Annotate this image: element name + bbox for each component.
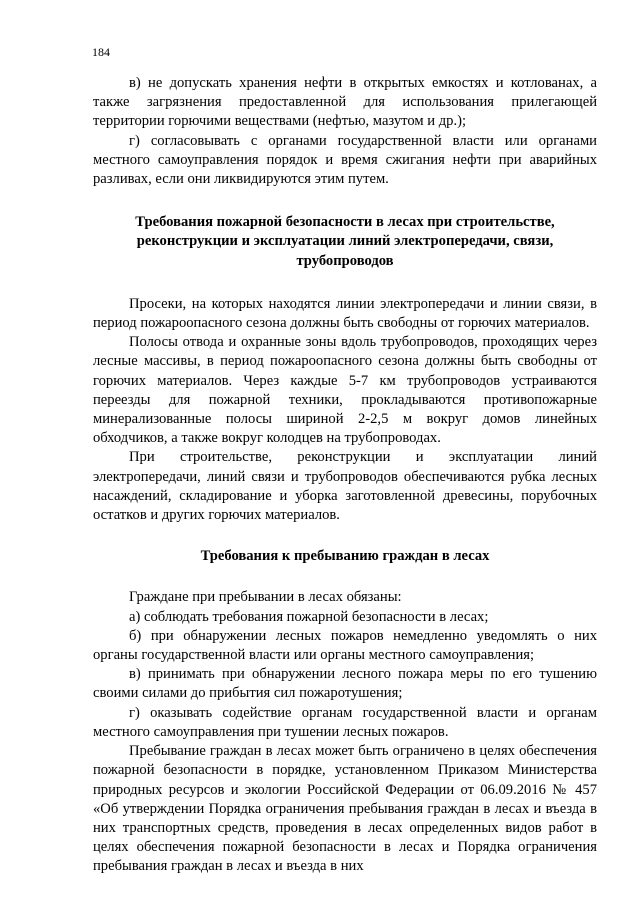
paragraph-g-oil-burning: г) согласовывать с органами государственной власти или органами местного самоуправления порядок и время сжигания нефти при аварийных разливах, если они ликвидируются этим путем. <box>93 132 597 188</box>
heading-power-lines-requirements: Требования пожарной безопасности в лесах при строительстве, реконструкции и эксплуатации линий электропередачи, связи, трубопроводов <box>135 214 555 269</box>
page-content <box>93 74 597 877</box>
page-number: 184 <box>92 45 110 59</box>
paragraph-pipeline-zones: Полосы отвода и охранные зоны вдоль трубопроводов, проходящих через лесные массивы, в период пожароопасного сезона должны быть свободны от горючих материалов. Через каждые 5-7 км трубопроводов устраиваются переезды для пожарной техники, прокладываются противопожарные минерализованные полосы шириной 2-2,5 м вокруг домов линейных обходчиков, а также вокруг колодцев на трубопроводах. <box>93 334 597 447</box>
paragraph-v-oil-storage: в) не допускать хранения нефти в открытых емкостях и котлованах, а также загрязнения предоставленной для использования прилегающей территории горючими веществами (нефтью, мазутом и др.); <box>93 75 597 130</box>
paragraph-clearings: Просеки, на которых находятся линии электропередачи и линии связи, в период пожароопасного сезона должны быть свободны от горючих материалов. <box>93 295 597 332</box>
paragraph-construction-clearing: При строительстве, реконструкции и эксплуатации линий электропередачи, линий связи и трубопроводов обеспечиваются рубка лесных насаждений, складирование и уборка заготовленной древесины, порубочных остатков и других горючих материалов. <box>93 449 597 524</box>
paragraph-g-assist: г) оказывать содействие органам государственной власти и органам местного самоуправления при тушении лесных пожаров. <box>93 704 597 740</box>
paragraph-b-notify: б) при обнаружении лесных пожаров немедленно уведомлять о них органы государственной власти или органы местного самоуправления; <box>93 627 597 664</box>
paragraph-a-comply: а) соблюдать требования пожарной безопасности в лесах; <box>129 608 489 625</box>
paragraph-v-measures: в) принимать при обнаружении лесного пожара меры по его тушению своими силами до прибытия сил пожаротушения; <box>93 666 597 702</box>
heading-citizens-in-forests: Требования к пребыванию граждан в лесах <box>200 548 490 565</box>
paragraph-citizens-obliged: Граждане при пребывании в лесах обязаны: <box>129 589 402 606</box>
paragraph-restriction: Пребывание граждан в лесах может быть ограничено в целях обеспечения пожарной безопасности в порядке, установленном Приказом Министерства природных ресурсов и экологии Российской Федерации от 06.09.2016 № 457 «Об утверждении Порядка ограничения пребывания граждан в лесах и въезда в них транспортных средств, проведения в лесах определенных видов работ в целях обеспечения пожарной безопасности в лесах и Порядка ограничения пребывания граждан в лесах и въезда в них <box>93 743 597 875</box>
